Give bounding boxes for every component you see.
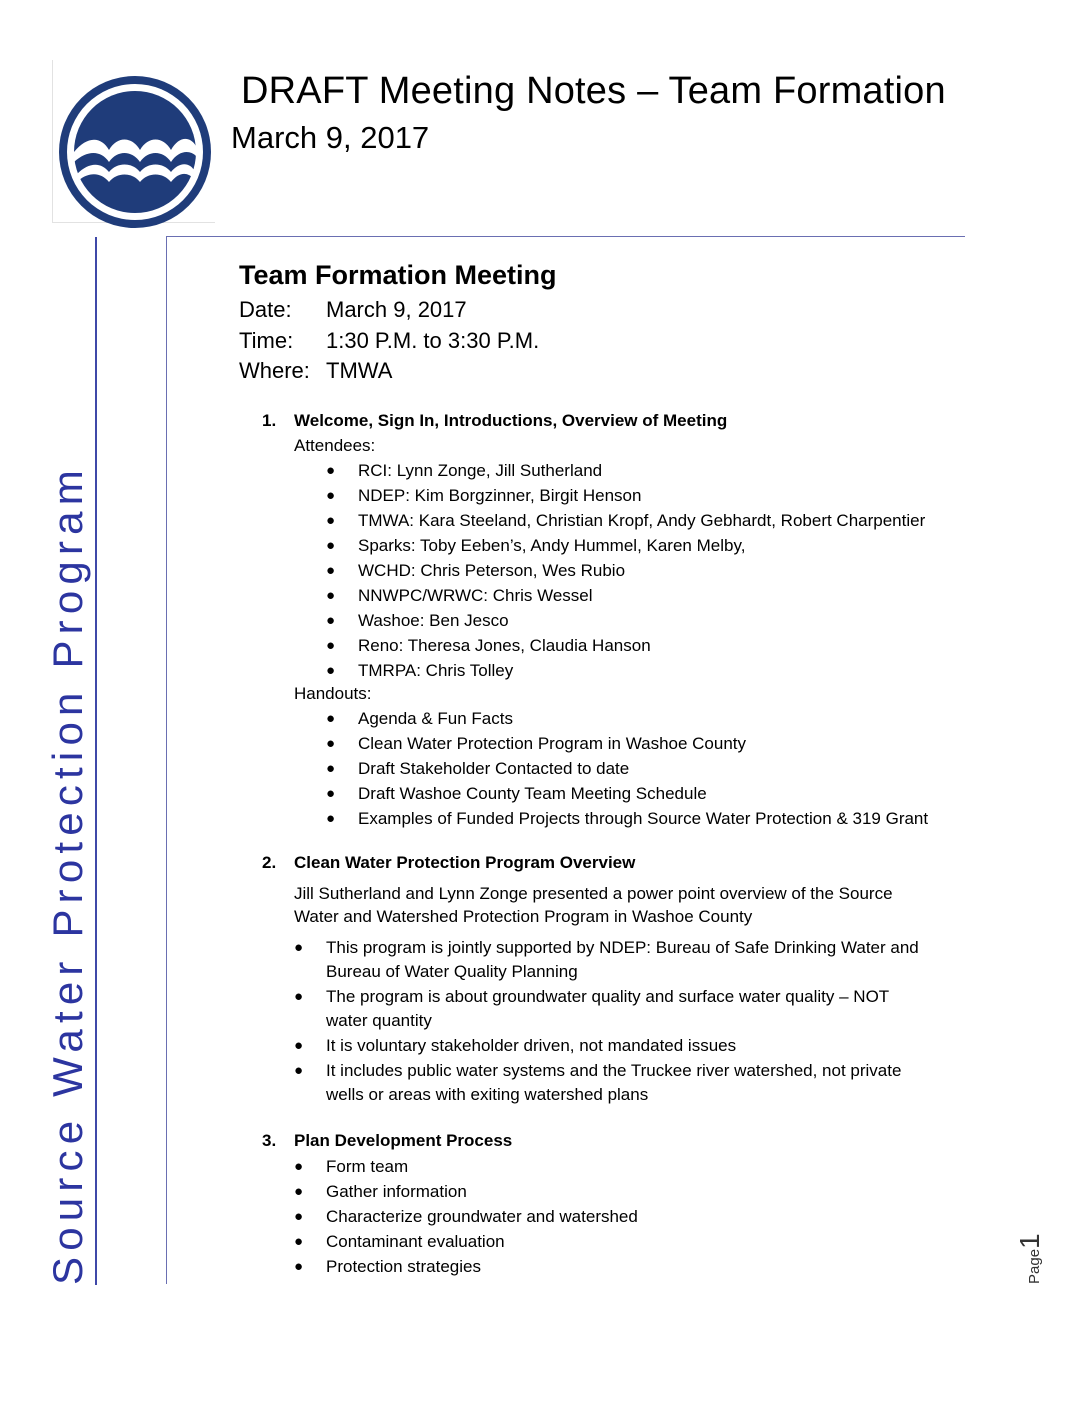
bullet-icon: ● — [294, 1258, 304, 1275]
bullet-icon: ● — [294, 1233, 304, 1250]
bullet-icon: ● — [326, 760, 336, 777]
section-3-bullets — [294, 1154, 638, 1279]
time-label: Time: — [239, 328, 294, 353]
section-1-number: 1. — [262, 411, 277, 430]
meeting-time-row — [239, 328, 539, 354]
bullet-icon: ● — [326, 785, 336, 802]
list-item: ● Sparks: Toby Eeben’s, Andy Hummel, Karen Melby, — [358, 533, 925, 558]
date-value: March 9, 2017 — [326, 297, 467, 322]
list-item: ● Contaminant evaluation — [326, 1229, 638, 1254]
bullet-icon: ● — [326, 735, 336, 752]
bullet-icon: ● — [326, 462, 336, 479]
list-item: ● Reno: Theresa Jones, Claudia Hanson — [358, 633, 925, 658]
list-item: ● TMWA: Kara Steeland, Christian Kropf, Andy Gebhardt, Robert Charpentier — [358, 508, 925, 533]
list-item: ● WCHD: Chris Peterson, Wes Rubio — [358, 558, 925, 583]
where-label: Where: — [239, 358, 310, 383]
meeting-title: Team Formation Meeting — [239, 260, 557, 290]
list-item: ● Draft Washoe County Team Meeting Schedule — [358, 781, 928, 806]
attendees-list — [326, 458, 926, 683]
section-2-title: Clean Water Protection Program Overview — [294, 853, 636, 872]
bullet-icon: ● — [294, 1037, 304, 1054]
handouts-list — [326, 706, 929, 831]
bullet-icon: ● — [326, 537, 336, 554]
sidebar-vertical-title: Source Water Protection Program — [44, 464, 91, 1285]
list-item: ● Agenda & Fun Facts — [358, 706, 928, 731]
list-item: ● This program is jointly supported by NDEP: Bureau of Safe Drinking Water and Bureau of Water Quality Planning — [294, 938, 919, 981]
logo — [52, 60, 215, 223]
section-3-number: 3. — [262, 1131, 277, 1150]
list-item: ● It is voluntary stakeholder driven, not mandated issues — [326, 1034, 919, 1058]
list-item: ● RCI: Lynn Zonge, Jill Sutherland — [358, 458, 925, 483]
bullet-icon: ● — [326, 562, 336, 579]
page-number — [1014, 1214, 1046, 1284]
bullet-icon: ● — [326, 612, 336, 629]
water-waves-logo-icon — [57, 74, 213, 230]
list-item: ● Draft Stakeholder Contacted to date — [358, 756, 928, 781]
page-word: Page — [1026, 1248, 1043, 1284]
handouts-label: Handouts: — [294, 684, 372, 703]
bullet-icon: ● — [326, 637, 336, 654]
list-item: ● Form team — [326, 1154, 638, 1179]
section-2-number: 2. — [262, 853, 277, 872]
meeting-date-row — [239, 297, 467, 323]
list-item: ● Washoe: Ben Jesco — [358, 608, 925, 633]
bullet-icon: ● — [326, 662, 336, 679]
list-item: ● Gather information — [326, 1179, 638, 1204]
bullet-icon: ● — [294, 939, 304, 956]
attendees-label: Attendees: — [294, 436, 376, 455]
page-number-value: 1 — [1014, 1233, 1045, 1249]
list-item: ● Clean Water Protection Program in Washoe County — [358, 731, 928, 756]
bullet-icon: ● — [294, 1183, 304, 1200]
section-2-bullets — [294, 936, 919, 1108]
document-title: DRAFT Meeting Notes – Team Formation — [241, 70, 946, 112]
list-item: ● NNWPC/WRWC: Chris Wessel — [358, 583, 925, 608]
bullet-icon: ● — [326, 512, 336, 529]
bullet-icon: ● — [294, 1208, 304, 1225]
section-2-intro-line1: Jill Sutherland and Lynn Zonge presented a power point overview of the Source — [294, 884, 893, 903]
section-2-intro-line2: Water and Watershed Protection Program in Washoe County — [294, 907, 753, 926]
bullet-icon: ● — [294, 1158, 304, 1175]
date-label: Date: — [239, 297, 292, 322]
list-item: ● Examples of Funded Projects through Source Water Protection & 319 Grant — [358, 806, 928, 831]
list-item: ● Protection strategies — [326, 1254, 638, 1279]
bullet-icon: ● — [326, 810, 336, 827]
list-item: ● It includes public water systems and the Truckee river watershed, not private wells or areas with exiting watershed plans — [294, 1061, 902, 1104]
time-value: 1:30 P.M. to 3:30 P.M. — [326, 328, 540, 353]
section-3-title: Plan Development Process — [294, 1131, 513, 1150]
meeting-where-row — [239, 358, 392, 384]
list-item: ● Characterize groundwater and watershed — [326, 1204, 638, 1229]
header-divider — [166, 236, 965, 237]
list-item: ● TMRPA: Chris Tolley — [358, 658, 925, 683]
bullet-icon: ● — [326, 587, 336, 604]
where-value: TMWA — [326, 358, 393, 383]
list-item: ● NDEP: Kim Borgzinner, Birgit Henson — [358, 483, 925, 508]
bullet-icon: ● — [294, 988, 304, 1005]
bullet-icon: ● — [326, 710, 336, 727]
list-item: ● The program is about groundwater quality and surface water quality – NOT water quantity — [294, 987, 890, 1030]
bullet-icon: ● — [294, 1062, 304, 1079]
bullet-icon: ● — [326, 487, 336, 504]
section-1-title: Welcome, Sign In, Introductions, Overview of Meeting — [294, 411, 728, 430]
document-date: March 9, 2017 — [231, 120, 430, 155]
content-divider — [166, 236, 167, 1284]
